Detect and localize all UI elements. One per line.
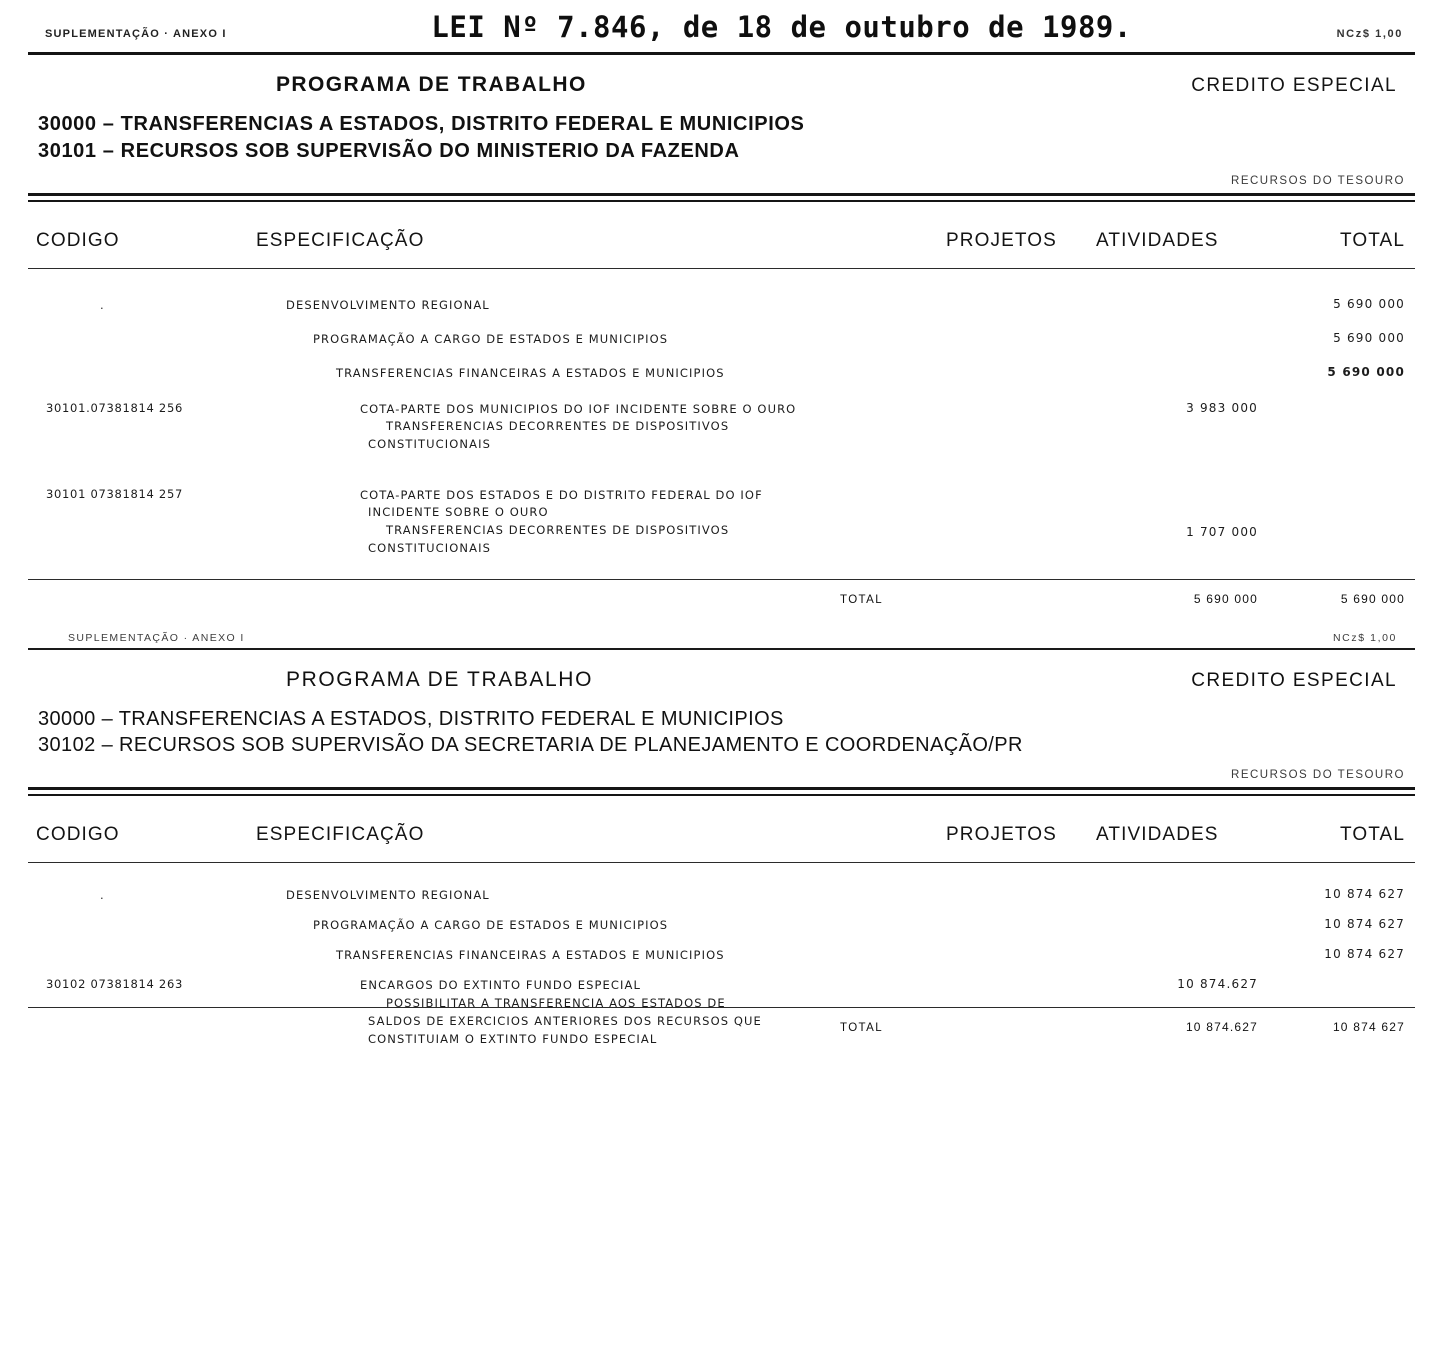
header-left-note: SUPLEMENTAÇÃO · ANEXO I <box>45 28 227 40</box>
column-header-projetos-1: PROJETOS <box>946 229 1057 251</box>
row-projects: 3 983 000 <box>1186 400 1258 415</box>
row-spec: COTA-PARTE DOS ESTADOS E DO DISTRITO FEDERAL DO IOF <box>360 487 763 502</box>
section-30102 <box>0 624 1443 1049</box>
table-row <box>28 297 1415 319</box>
column-header-total-2: TOTAL <box>1340 824 1405 846</box>
row-spec: PROGRAMAÇÃO A CARGO DE ESTADOS E MUNICIPIOS <box>313 331 669 346</box>
row-code: 30102 07381814 263 <box>46 977 183 992</box>
row-spec-extra3: CONSTITUCIONAIS <box>368 541 491 556</box>
org-line-30000-b: 30000 – TRANSFERENCIAS A ESTADOS, DISTRITO FEDERAL E MUNICIPIOS <box>38 707 784 730</box>
mini-left-note: SUPLEMENTAÇÃO · ANEXO I <box>68 631 245 644</box>
row-spec-extra: POSSIBILITAR A TRANSFERENCIA AOS ESTADOS DE <box>386 996 726 1010</box>
column-header-codigo-1: CODIGO <box>36 229 120 251</box>
row-projects: 1 707 000 <box>1186 524 1258 539</box>
total-row-1 <box>28 586 1415 620</box>
section-30101-head <box>28 55 1415 97</box>
column-headers-2 <box>28 818 1415 862</box>
table-row <box>28 331 1415 353</box>
table-row <box>28 917 1415 939</box>
row-spec: TRANSFERENCIAS FINANCEIRAS A ESTADOS E MUNICIPIOS <box>336 948 725 963</box>
row-spec: ENCARGOS DO EXTINTO FUNDO ESPECIAL <box>360 978 641 993</box>
row-spec: DESENVOLVIMENTO REGIONAL <box>286 297 490 312</box>
section-30102-head <box>28 650 1415 692</box>
org-line-30101: 30101 – RECURSOS SOB SUPERVISÃO DO MINISTERIO DA FAZENDA <box>38 139 740 162</box>
table-top-rule-2 <box>28 787 1415 796</box>
table-row <box>28 365 1415 387</box>
row-spec: PROGRAMAÇÃO A CARGO DE ESTADOS E MUNICIPIOS <box>313 918 669 933</box>
credit-label-1: CREDITO ESPECIAL <box>1191 75 1397 96</box>
total-label: TOTAL <box>840 1022 883 1035</box>
row-spec: TRANSFERENCIAS FINANCEIRAS A ESTADOS E MUNICIPIOS <box>336 365 725 380</box>
row-spec-extra3: CONSTITUIAM O EXTINTO FUNDO ESPECIAL <box>368 1031 658 1046</box>
org-block-1 <box>38 111 1415 165</box>
total-projects: 5 690 000 <box>1193 591 1258 606</box>
total-total: 10 874 627 <box>1332 1020 1405 1035</box>
org-line-30102: 30102 – RECURSOS SOB SUPERVISÃO DA SECRETARIA DE PLANEJAMENTO E COORDENAÇÃO/PR <box>38 734 1023 757</box>
row-spec-extra2: CONSTITUCIONAIS <box>368 437 491 452</box>
total-total: 5 690 000 <box>1340 591 1405 606</box>
column-header-especificacao-1: ESPECIFICAÇÃO <box>256 229 425 251</box>
section-30102-minibar <box>28 624 1415 648</box>
org-block-2 <box>38 706 1415 760</box>
total-row-2 <box>28 1014 1415 1048</box>
margin-dot-1: . <box>100 296 104 312</box>
org-line-30000: 30000 – TRANSFERENCIAS A ESTADOS, DISTRITO FEDERAL E MUNICIPIOS <box>38 113 805 135</box>
margin-dot-2: . <box>100 887 104 903</box>
total-label: TOTAL <box>840 593 883 606</box>
row-total: 10 874 627 <box>1324 947 1405 962</box>
column-header-total-1: TOTAL <box>1340 229 1405 251</box>
section-30101 <box>0 55 1443 620</box>
table-bottom-rule-1 <box>28 579 1415 580</box>
row-projects: 10 874.627 <box>1177 977 1258 992</box>
row-spec-extra2: TRANSFERENCIAS DECORRENTES DE DISPOSITIVOS <box>386 523 730 538</box>
row-total: 10 874 627 <box>1324 887 1405 902</box>
total-projects: 10 874.627 <box>1185 1020 1258 1035</box>
row-spec-block <box>360 487 763 558</box>
table-row <box>28 947 1415 969</box>
document-title: LEI Nº 7.846, de 18 de outubro de 1989. <box>431 10 1132 44</box>
table-body-1 <box>28 279 1415 579</box>
row-spec-extra2: SALDOS DE EXERCICIOS ANTERIORES DOS RECURSOS QUE <box>368 1013 762 1028</box>
table-top-rule-1 <box>28 193 1415 202</box>
row-code: 30101.07381814 256 <box>46 400 183 415</box>
row-spec: DESENVOLVIMENTO REGIONAL <box>286 888 490 903</box>
column-headers-1 <box>28 224 1415 268</box>
resource-note-2: RECURSOS DO TESOURO <box>1231 769 1405 782</box>
row-total: 5 690 000 <box>1333 296 1405 311</box>
row-spec-block <box>360 401 796 454</box>
row-spec-extra: TRANSFERENCIAS DECORRENTES DE DISPOSITIVOS <box>386 419 730 434</box>
row-spec-extra: INCIDENTE SOBRE O OURO <box>368 505 549 520</box>
header-currency-note: NCz$ 1,00 <box>1336 28 1403 40</box>
credit-label-2: CREDITO ESPECIAL <box>1191 669 1397 691</box>
row-total: 5 690 000 <box>1327 364 1405 379</box>
row-total: 10 874 627 <box>1324 917 1405 932</box>
program-title-1: PROGRAMA DE TRABALHO <box>276 73 587 96</box>
resource-note-1: RECURSOS DO TESOURO <box>1231 174 1405 187</box>
column-header-projetos-2: PROJETOS <box>946 824 1057 846</box>
column-headers-rule-1 <box>28 268 1415 269</box>
document-header <box>0 0 1443 48</box>
table-row <box>28 486 1415 556</box>
column-headers-rule-2 <box>28 862 1415 863</box>
row-code: 30101 07381814 257 <box>46 486 183 501</box>
column-header-atividades-2: ATIVIDADES <box>1096 824 1219 846</box>
table-row <box>28 887 1415 909</box>
table-row <box>28 400 1415 452</box>
row-total: 5 690 000 <box>1333 330 1405 345</box>
column-header-codigo-2: CODIGO <box>36 824 120 846</box>
column-header-atividades-1: ATIVIDADES <box>1096 229 1219 251</box>
row-spec: COTA-PARTE DOS MUNICIPIOS DO IOF INCIDENTE SOBRE O OURO <box>360 401 797 416</box>
program-title-2: PROGRAMA DE TRABALHO <box>286 667 594 691</box>
mini-currency-note: NCz$ 1,00 <box>1332 631 1397 644</box>
column-header-especificacao-2: ESPECIFICAÇÃO <box>256 824 425 846</box>
